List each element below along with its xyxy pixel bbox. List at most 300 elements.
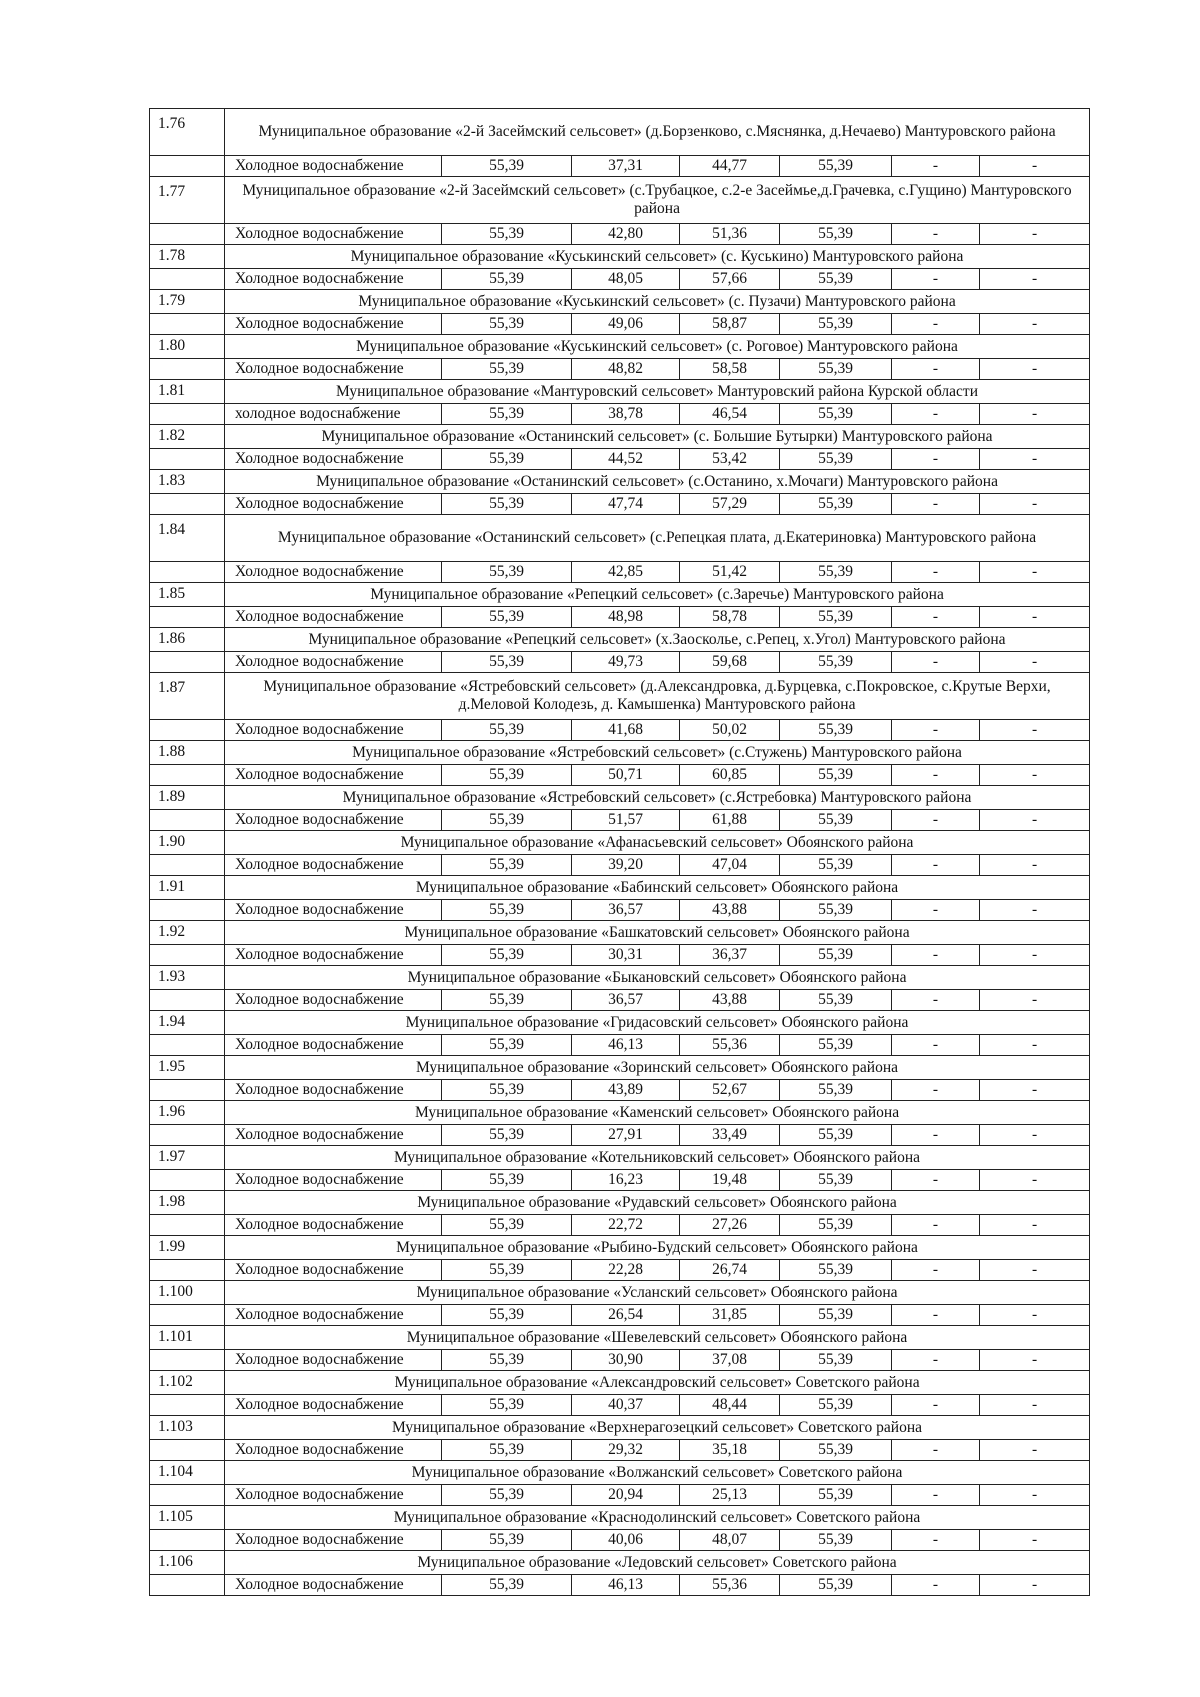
service-name: Холодное водоснабжение bbox=[225, 1530, 442, 1551]
municipality-title: Муниципальное образование «Ледовский сельсовет» Советского района bbox=[225, 1551, 1090, 1575]
tariff-value-5: - bbox=[892, 156, 980, 177]
tariff-value-1: 55,39 bbox=[442, 562, 572, 583]
tariff-value-5: - bbox=[892, 1395, 980, 1416]
tariff-value-6: - bbox=[980, 562, 1090, 583]
service-name: Холодное водоснабжение bbox=[225, 652, 442, 673]
tariff-value-6: - bbox=[980, 1395, 1090, 1416]
entity-header-row bbox=[150, 1371, 1090, 1395]
municipality-title: Муниципальное образование «Котельниковский сельсовет» Обоянского района bbox=[225, 1146, 1090, 1170]
tariff-value-5: - bbox=[892, 1575, 980, 1596]
tariff-value-1: 55,39 bbox=[442, 1350, 572, 1371]
row-number-blank bbox=[150, 900, 225, 921]
municipality-title: Муниципальное образование «Шевелевский сельсовет» Обоянского района bbox=[225, 1326, 1090, 1350]
row-number: 1.105 bbox=[150, 1506, 225, 1530]
tariff-data-row bbox=[150, 945, 1090, 966]
tariff-value-3: 55,36 bbox=[680, 1035, 780, 1056]
tariff-data-row bbox=[150, 1305, 1090, 1326]
tariff-value-1: 55,39 bbox=[442, 1125, 572, 1146]
tariff-value-4: 55,39 bbox=[780, 945, 892, 966]
tariff-value-3: 55,36 bbox=[680, 1575, 780, 1596]
tariff-data-row bbox=[150, 494, 1090, 515]
tariff-value-6: - bbox=[980, 1440, 1090, 1461]
tariff-value-2: 46,13 bbox=[572, 1575, 680, 1596]
tariff-value-3: 31,85 bbox=[680, 1305, 780, 1326]
entity-header-row bbox=[150, 628, 1090, 652]
row-number: 1.87 bbox=[150, 673, 225, 720]
tariff-value-5: - bbox=[892, 1170, 980, 1191]
row-number-blank bbox=[150, 449, 225, 470]
municipality-title: Муниципальное образование «Верхнерагозецкий сельсовет» Советского района bbox=[225, 1416, 1090, 1440]
tariff-value-6: - bbox=[980, 945, 1090, 966]
row-number-blank bbox=[150, 945, 225, 966]
row-number-blank bbox=[150, 314, 225, 335]
municipality-title: Муниципальное образование «Рыбино-Будский сельсовет» Обоянского района bbox=[225, 1236, 1090, 1260]
tariff-value-1: 55,39 bbox=[442, 359, 572, 380]
municipality-title: Муниципальное образование «Усланский сельсовет» Обоянского района bbox=[225, 1281, 1090, 1305]
tariff-value-4: 55,39 bbox=[780, 1170, 892, 1191]
row-number: 1.106 bbox=[150, 1551, 225, 1575]
service-name: Холодное водоснабжение bbox=[225, 359, 442, 380]
tariff-value-1: 55,39 bbox=[442, 1305, 572, 1326]
tariff-value-5: - bbox=[892, 1125, 980, 1146]
tariff-value-6: - bbox=[980, 990, 1090, 1011]
tariff-value-1: 55,39 bbox=[442, 156, 572, 177]
tariff-data-row bbox=[150, 269, 1090, 290]
tariff-value-5: - bbox=[892, 607, 980, 628]
tariff-value-2: 30,90 bbox=[572, 1350, 680, 1371]
municipality-title: Муниципальное образование «Зоринский сельсовет» Обоянского района bbox=[225, 1056, 1090, 1080]
tariff-value-1: 55,39 bbox=[442, 224, 572, 245]
tariff-value-5: - bbox=[892, 1215, 980, 1236]
municipality-title: Муниципальное образование «2-й Засеймский сельсовет» (с.Трубацкое, с.2-е Засеймье,д.Грачевка, с.Гущино) Мантуровского района bbox=[225, 177, 1090, 224]
service-name: Холодное водоснабжение bbox=[225, 945, 442, 966]
row-number-blank bbox=[150, 607, 225, 628]
tariff-data-row bbox=[150, 855, 1090, 876]
tariff-data-row bbox=[150, 810, 1090, 831]
entity-header-row bbox=[150, 966, 1090, 990]
row-number: 1.81 bbox=[150, 380, 225, 404]
tariff-value-1: 55,39 bbox=[442, 1530, 572, 1551]
tariff-value-6: - bbox=[980, 652, 1090, 673]
municipality-title: Муниципальное образование «Волжанский сельсовет» Советского района bbox=[225, 1461, 1090, 1485]
tariff-value-1: 55,39 bbox=[442, 900, 572, 921]
service-name: Холодное водоснабжение bbox=[225, 562, 442, 583]
tariff-value-1: 55,39 bbox=[442, 720, 572, 741]
tariff-value-5: - bbox=[892, 720, 980, 741]
entity-header-row bbox=[150, 1056, 1090, 1080]
tariff-value-4: 55,39 bbox=[780, 1575, 892, 1596]
entity-header-row bbox=[150, 831, 1090, 855]
tariff-value-2: 41,68 bbox=[572, 720, 680, 741]
entity-header-row bbox=[150, 1461, 1090, 1485]
tariff-value-1: 55,39 bbox=[442, 449, 572, 470]
row-number: 1.100 bbox=[150, 1281, 225, 1305]
tariff-data-row bbox=[150, 607, 1090, 628]
row-number-blank bbox=[150, 1350, 225, 1371]
table-body bbox=[150, 109, 1090, 1596]
entity-header-row bbox=[150, 515, 1090, 562]
tariff-data-row bbox=[150, 900, 1090, 921]
tariff-value-2: 42,85 bbox=[572, 562, 680, 583]
service-name: Холодное водоснабжение bbox=[225, 720, 442, 741]
tariff-value-6: - bbox=[980, 1035, 1090, 1056]
row-number: 1.96 bbox=[150, 1101, 225, 1125]
tariff-table bbox=[149, 108, 1090, 1596]
tariff-data-row bbox=[150, 1260, 1090, 1281]
tariff-value-3: 43,88 bbox=[680, 990, 780, 1011]
tariff-value-2: 43,89 bbox=[572, 1080, 680, 1101]
tariff-value-4: 55,39 bbox=[780, 1530, 892, 1551]
entity-header-row bbox=[150, 1011, 1090, 1035]
tariff-data-row bbox=[150, 1485, 1090, 1506]
tariff-value-4: 55,39 bbox=[780, 1080, 892, 1101]
municipality-title: Муниципальное образование «Краснодолинский сельсовет» Советского района bbox=[225, 1506, 1090, 1530]
service-name: Холодное водоснабжение bbox=[225, 224, 442, 245]
entity-header-row bbox=[150, 921, 1090, 945]
tariff-value-6: - bbox=[980, 1080, 1090, 1101]
service-name: Холодное водоснабжение bbox=[225, 156, 442, 177]
municipality-title: Муниципальное образование «Гридасовский сельсовет» Обоянского района bbox=[225, 1011, 1090, 1035]
tariff-value-6: - bbox=[980, 607, 1090, 628]
tariff-value-4: 55,39 bbox=[780, 449, 892, 470]
tariff-value-4: 55,39 bbox=[780, 224, 892, 245]
row-number-blank bbox=[150, 1575, 225, 1596]
tariff-value-1: 55,39 bbox=[442, 1485, 572, 1506]
tariff-value-5: - bbox=[892, 224, 980, 245]
tariff-value-5: - bbox=[892, 314, 980, 335]
row-number: 1.80 bbox=[150, 335, 225, 359]
tariff-value-2: 42,80 bbox=[572, 224, 680, 245]
tariff-value-6: - bbox=[980, 765, 1090, 786]
row-number-blank bbox=[150, 720, 225, 741]
row-number: 1.94 bbox=[150, 1011, 225, 1035]
municipality-title: Муниципальное образование «Мантуровский сельсовет» Мантуровский района Курской области bbox=[225, 380, 1090, 404]
municipality-title: Муниципальное образование «Каменский сельсовет» Обоянского района bbox=[225, 1101, 1090, 1125]
tariff-value-4: 55,39 bbox=[780, 1125, 892, 1146]
tariff-value-4: 55,39 bbox=[780, 404, 892, 425]
tariff-value-3: 48,07 bbox=[680, 1530, 780, 1551]
row-number: 1.79 bbox=[150, 290, 225, 314]
tariff-value-3: 53,42 bbox=[680, 449, 780, 470]
row-number-blank bbox=[150, 1080, 225, 1101]
tariff-value-6: - bbox=[980, 1530, 1090, 1551]
municipality-title: Муниципальное образование «Куськинский сельсовет» (с. Пузачи) Мантуровского района bbox=[225, 290, 1090, 314]
municipality-title: Муниципальное образование «Афанасьевский сельсовет» Обоянского района bbox=[225, 831, 1090, 855]
service-name: Холодное водоснабжение bbox=[225, 1485, 442, 1506]
tariff-value-6: - bbox=[980, 720, 1090, 741]
tariff-value-5: - bbox=[892, 855, 980, 876]
entity-header-row bbox=[150, 1551, 1090, 1575]
tariff-data-row bbox=[150, 359, 1090, 380]
tariff-value-2: 48,05 bbox=[572, 269, 680, 290]
row-number-blank bbox=[150, 562, 225, 583]
tariff-data-row bbox=[150, 1530, 1090, 1551]
tariff-value-2: 29,32 bbox=[572, 1440, 680, 1461]
tariff-data-row bbox=[150, 1170, 1090, 1191]
entity-header-row bbox=[150, 1236, 1090, 1260]
row-number-blank bbox=[150, 1440, 225, 1461]
tariff-value-1: 55,39 bbox=[442, 1215, 572, 1236]
service-name: Холодное водоснабжение bbox=[225, 810, 442, 831]
tariff-value-4: 55,39 bbox=[780, 359, 892, 380]
tariff-value-3: 43,88 bbox=[680, 900, 780, 921]
tariff-value-4: 55,39 bbox=[780, 1260, 892, 1281]
service-name: Холодное водоснабжение bbox=[225, 607, 442, 628]
service-name: Холодное водоснабжение bbox=[225, 990, 442, 1011]
tariff-value-4: 55,39 bbox=[780, 1485, 892, 1506]
tariff-value-2: 22,28 bbox=[572, 1260, 680, 1281]
tariff-value-5: - bbox=[892, 652, 980, 673]
service-name: Холодное водоснабжение bbox=[225, 1035, 442, 1056]
entity-header-row bbox=[150, 1506, 1090, 1530]
tariff-value-1: 55,39 bbox=[442, 810, 572, 831]
tariff-value-2: 49,73 bbox=[572, 652, 680, 673]
row-number-blank bbox=[150, 1215, 225, 1236]
tariff-value-6: - bbox=[980, 404, 1090, 425]
tariff-value-5: - bbox=[892, 810, 980, 831]
tariff-value-2: 16,23 bbox=[572, 1170, 680, 1191]
tariff-value-2: 44,52 bbox=[572, 449, 680, 470]
entity-header-row bbox=[150, 786, 1090, 810]
municipality-title: Муниципальное образование «Останинский сельсовет» (с.Репецкая плата, д.Екатериновка) Мантуровского района bbox=[225, 515, 1090, 562]
service-name: Холодное водоснабжение bbox=[225, 1125, 442, 1146]
tariff-value-5: - bbox=[892, 449, 980, 470]
tariff-value-3: 47,04 bbox=[680, 855, 780, 876]
entity-header-row bbox=[150, 673, 1090, 720]
tariff-value-4: 55,39 bbox=[780, 1350, 892, 1371]
tariff-data-row bbox=[150, 314, 1090, 335]
tariff-data-row bbox=[150, 449, 1090, 470]
tariff-value-6: - bbox=[980, 314, 1090, 335]
tariff-value-3: 44,77 bbox=[680, 156, 780, 177]
tariff-value-3: 58,58 bbox=[680, 359, 780, 380]
row-number: 1.92 bbox=[150, 921, 225, 945]
tariff-data-row bbox=[150, 562, 1090, 583]
tariff-value-4: 55,39 bbox=[780, 652, 892, 673]
tariff-value-3: 25,13 bbox=[680, 1485, 780, 1506]
row-number: 1.89 bbox=[150, 786, 225, 810]
tariff-value-3: 57,29 bbox=[680, 494, 780, 515]
tariff-value-2: 27,91 bbox=[572, 1125, 680, 1146]
row-number-blank bbox=[150, 855, 225, 876]
row-number-blank bbox=[150, 652, 225, 673]
tariff-value-2: 22,72 bbox=[572, 1215, 680, 1236]
tariff-value-3: 57,66 bbox=[680, 269, 780, 290]
tariff-value-1: 55,39 bbox=[442, 1440, 572, 1461]
tariff-value-2: 48,82 bbox=[572, 359, 680, 380]
row-number: 1.104 bbox=[150, 1461, 225, 1485]
municipality-title: Муниципальное образование «Останинский сельсовет» (с. Большие Бутырки) Мантуровского района bbox=[225, 425, 1090, 449]
entity-header-row bbox=[150, 1326, 1090, 1350]
tariff-value-3: 58,78 bbox=[680, 607, 780, 628]
tariff-value-4: 55,39 bbox=[780, 314, 892, 335]
tariff-value-2: 40,06 bbox=[572, 1530, 680, 1551]
entity-header-row bbox=[150, 1281, 1090, 1305]
tariff-value-2: 47,74 bbox=[572, 494, 680, 515]
row-number-blank bbox=[150, 1035, 225, 1056]
row-number-blank bbox=[150, 1485, 225, 1506]
entity-header-row bbox=[150, 1416, 1090, 1440]
municipality-title: Муниципальное образование «Ястребовский сельсовет» (с.Ястребовка) Мантуровского района bbox=[225, 786, 1090, 810]
service-name: Холодное водоснабжение bbox=[225, 494, 442, 515]
service-name: Холодное водоснабжение bbox=[225, 900, 442, 921]
tariff-value-1: 55,39 bbox=[442, 1575, 572, 1596]
service-name: Холодное водоснабжение bbox=[225, 314, 442, 335]
row-number-blank bbox=[150, 810, 225, 831]
tariff-value-2: 51,57 bbox=[572, 810, 680, 831]
tariff-value-6: - bbox=[980, 359, 1090, 380]
tariff-value-3: 26,74 bbox=[680, 1260, 780, 1281]
tariff-value-6: - bbox=[980, 1350, 1090, 1371]
tariff-value-3: 48,44 bbox=[680, 1395, 780, 1416]
row-number: 1.99 bbox=[150, 1236, 225, 1260]
municipality-title: Муниципальное образование «2-й Засеймский сельсовет» (д.Борзенково, с.Мяснянка, д.Нечаево) Мантуровского района bbox=[225, 109, 1090, 156]
row-number-blank bbox=[150, 269, 225, 290]
tariff-data-row bbox=[150, 1035, 1090, 1056]
entity-header-row bbox=[150, 335, 1090, 359]
tariff-value-6: - bbox=[980, 1170, 1090, 1191]
tariff-value-3: 52,67 bbox=[680, 1080, 780, 1101]
municipality-title: Муниципальное образование «Бабинский сельсовет» Обоянского района bbox=[225, 876, 1090, 900]
service-name: Холодное водоснабжение bbox=[225, 855, 442, 876]
tariff-value-1: 55,39 bbox=[442, 990, 572, 1011]
tariff-value-5: - bbox=[892, 1530, 980, 1551]
service-name: Холодное водоснабжение bbox=[225, 269, 442, 290]
tariff-value-6: - bbox=[980, 900, 1090, 921]
service-name: Холодное водоснабжение bbox=[225, 765, 442, 786]
row-number-blank bbox=[150, 765, 225, 786]
tariff-data-row bbox=[150, 720, 1090, 741]
tariff-value-6: - bbox=[980, 1125, 1090, 1146]
row-number: 1.93 bbox=[150, 966, 225, 990]
tariff-value-4: 55,39 bbox=[780, 720, 892, 741]
tariff-value-6: - bbox=[980, 1485, 1090, 1506]
row-number: 1.84 bbox=[150, 515, 225, 562]
service-name: Холодное водоснабжение bbox=[225, 1080, 442, 1101]
row-number-blank bbox=[150, 1260, 225, 1281]
row-number-blank bbox=[150, 224, 225, 245]
tariff-data-row bbox=[150, 224, 1090, 245]
tariff-value-3: 50,02 bbox=[680, 720, 780, 741]
tariff-value-3: 27,26 bbox=[680, 1215, 780, 1236]
tariff-data-row bbox=[150, 1440, 1090, 1461]
tariff-value-3: 60,85 bbox=[680, 765, 780, 786]
tariff-data-row bbox=[150, 404, 1090, 425]
row-number: 1.78 bbox=[150, 245, 225, 269]
row-number-blank bbox=[150, 1125, 225, 1146]
entity-header-row bbox=[150, 290, 1090, 314]
municipality-title: Муниципальное образование «Башкатовский сельсовет» Обоянского района bbox=[225, 921, 1090, 945]
row-number-blank bbox=[150, 1395, 225, 1416]
entity-header-row bbox=[150, 109, 1090, 156]
row-number: 1.98 bbox=[150, 1191, 225, 1215]
tariff-value-3: 19,48 bbox=[680, 1170, 780, 1191]
row-number-blank bbox=[150, 1170, 225, 1191]
row-number: 1.88 bbox=[150, 741, 225, 765]
municipality-title: Муниципальное образование «Останинский сельсовет» (с.Останино, х.Мочаги) Мантуровского района bbox=[225, 470, 1090, 494]
row-number-blank bbox=[150, 494, 225, 515]
tariff-value-2: 36,57 bbox=[572, 900, 680, 921]
tariff-value-5: - bbox=[892, 1350, 980, 1371]
tariff-data-row bbox=[150, 1125, 1090, 1146]
tariff-value-1: 55,39 bbox=[442, 1035, 572, 1056]
row-number: 1.77 bbox=[150, 177, 225, 224]
service-name: Холодное водоснабжение bbox=[225, 1305, 442, 1326]
entity-header-row bbox=[150, 380, 1090, 404]
municipality-title: Муниципальное образование «Репецкий сельсовет» (х.Заосколье, с.Репец, х.Угол) Мантуровского района bbox=[225, 628, 1090, 652]
tariff-value-6: - bbox=[980, 1215, 1090, 1236]
row-number: 1.91 bbox=[150, 876, 225, 900]
tariff-data-row bbox=[150, 1350, 1090, 1371]
row-number: 1.83 bbox=[150, 470, 225, 494]
tariff-value-4: 55,39 bbox=[780, 562, 892, 583]
entity-header-row bbox=[150, 425, 1090, 449]
tariff-value-6: - bbox=[980, 156, 1090, 177]
tariff-value-4: 55,39 bbox=[780, 269, 892, 290]
row-number: 1.90 bbox=[150, 831, 225, 855]
entity-header-row bbox=[150, 876, 1090, 900]
tariff-value-4: 55,39 bbox=[780, 1395, 892, 1416]
row-number: 1.85 bbox=[150, 583, 225, 607]
tariff-value-2: 37,31 bbox=[572, 156, 680, 177]
tariff-value-5: - bbox=[892, 269, 980, 290]
tariff-value-4: 55,39 bbox=[780, 494, 892, 515]
tariff-value-2: 40,37 bbox=[572, 1395, 680, 1416]
row-number: 1.76 bbox=[150, 109, 225, 156]
tariff-value-3: 58,87 bbox=[680, 314, 780, 335]
row-number-blank bbox=[150, 404, 225, 425]
tariff-value-4: 55,39 bbox=[780, 900, 892, 921]
municipality-title: Муниципальное образование «Куськинский сельсовет» (с. Роговое) Мантуровского района bbox=[225, 335, 1090, 359]
row-number-blank bbox=[150, 990, 225, 1011]
tariff-value-2: 30,31 bbox=[572, 945, 680, 966]
tariff-value-1: 55,39 bbox=[442, 945, 572, 966]
tariff-data-row bbox=[150, 990, 1090, 1011]
tariff-value-2: 20,94 bbox=[572, 1485, 680, 1506]
service-name: Холодное водоснабжение bbox=[225, 1575, 442, 1596]
tariff-value-6: - bbox=[980, 224, 1090, 245]
tariff-value-3: 46,54 bbox=[680, 404, 780, 425]
row-number: 1.82 bbox=[150, 425, 225, 449]
entity-header-row bbox=[150, 245, 1090, 269]
municipality-title: Муниципальное образование «Александровский сельсовет» Советского района bbox=[225, 1371, 1090, 1395]
tariff-value-4: 55,39 bbox=[780, 855, 892, 876]
tariff-value-3: 36,37 bbox=[680, 945, 780, 966]
tariff-value-4: 55,39 bbox=[780, 607, 892, 628]
tariff-value-5: - bbox=[892, 990, 980, 1011]
service-name: Холодное водоснабжение bbox=[225, 1260, 442, 1281]
tariff-value-5: - bbox=[892, 1440, 980, 1461]
tariff-value-4: 55,39 bbox=[780, 156, 892, 177]
tariff-value-1: 55,39 bbox=[442, 607, 572, 628]
tariff-value-1: 55,39 bbox=[442, 765, 572, 786]
tariff-value-1: 55,39 bbox=[442, 1260, 572, 1281]
service-name: Холодное водоснабжение bbox=[225, 449, 442, 470]
tariff-value-6: - bbox=[980, 494, 1090, 515]
tariff-value-1: 55,39 bbox=[442, 494, 572, 515]
tariff-value-3: 37,08 bbox=[680, 1350, 780, 1371]
tariff-value-5: - bbox=[892, 359, 980, 380]
entity-header-row bbox=[150, 177, 1090, 224]
entity-header-row bbox=[150, 470, 1090, 494]
municipality-title: Муниципальное образование «Куськинский сельсовет» (с. Куськино) Мантуровского района bbox=[225, 245, 1090, 269]
municipality-title: Муниципальное образование «Репецкий сельсовет» (с.Заречье) Мантуровского района bbox=[225, 583, 1090, 607]
tariff-value-4: 55,39 bbox=[780, 765, 892, 786]
row-number: 1.102 bbox=[150, 1371, 225, 1395]
entity-header-row bbox=[150, 1101, 1090, 1125]
row-number-blank bbox=[150, 1530, 225, 1551]
tariff-value-6: - bbox=[980, 810, 1090, 831]
